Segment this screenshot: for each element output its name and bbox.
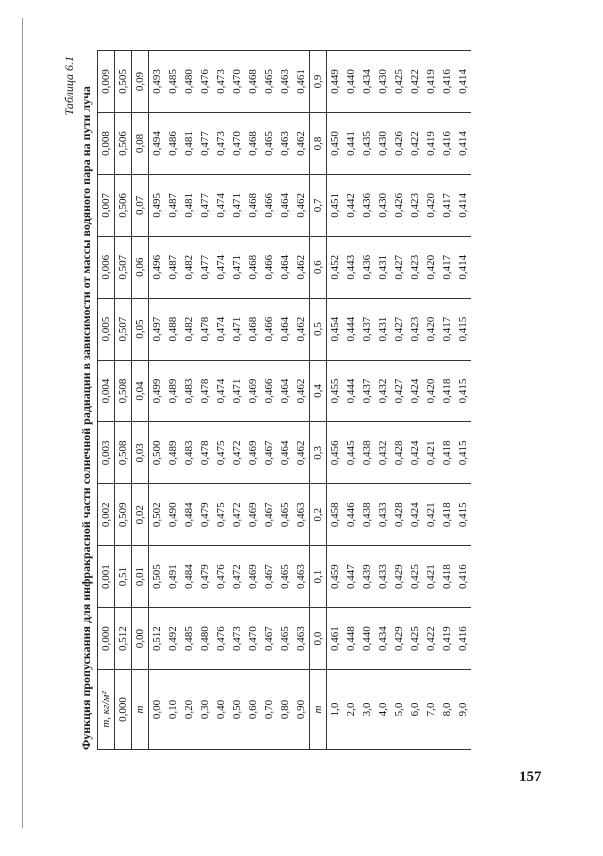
- table-cell: 0,477: [197, 236, 213, 298]
- table-cell: 0,463: [277, 112, 293, 174]
- table-cell: 0,489: [165, 360, 181, 422]
- row-label: 6,0: [407, 670, 423, 750]
- table-cell: 0,492: [165, 608, 181, 670]
- table-cell: 0,423: [407, 236, 423, 298]
- table-cell: 0,430: [375, 51, 391, 113]
- table-cell: 0,429: [391, 608, 407, 670]
- column-header: 0,06: [132, 236, 149, 298]
- row-label: 0,10: [165, 670, 181, 750]
- table-cell: 0,472: [229, 546, 245, 608]
- table-cell: 0,471: [229, 298, 245, 360]
- table-cell: 0,465: [277, 608, 293, 670]
- table-cell: 0,499: [149, 360, 166, 422]
- table-cell: 0,466: [261, 298, 277, 360]
- table-cell: 0,423: [407, 298, 423, 360]
- table-cell: 0,508: [115, 360, 132, 422]
- table-cell: 0,456: [327, 422, 344, 484]
- section-header-label: m: [132, 670, 149, 750]
- table-cell: 0,440: [343, 51, 359, 113]
- column-header: 0,001: [98, 546, 115, 608]
- row-label: 0,000: [115, 670, 132, 750]
- table-cell: 0,462: [293, 236, 310, 298]
- row-label: 0,60: [245, 670, 261, 750]
- table-cell: 0,431: [375, 298, 391, 360]
- table-cell: 0,468: [245, 51, 261, 113]
- table-cell: 0,469: [245, 360, 261, 422]
- section2-header-row: [310, 51, 327, 750]
- table-cell: 0,461: [293, 51, 310, 113]
- table-cell: 0,480: [181, 51, 197, 113]
- column-header: 0,9: [310, 51, 327, 113]
- row-label: 0,20: [181, 670, 197, 750]
- table-cell: 0,512: [115, 608, 132, 670]
- table-cell: 0,414: [455, 236, 471, 298]
- table-cell: 0,477: [197, 112, 213, 174]
- table-cell: 0,414: [455, 112, 471, 174]
- table-cell: 0,461: [327, 608, 344, 670]
- table-cell: 0,449: [327, 51, 344, 113]
- table-cell: 0,416: [455, 608, 471, 670]
- table-cell: 0,419: [423, 112, 439, 174]
- table-row: [261, 51, 277, 750]
- table-cell: 0,462: [293, 360, 310, 422]
- table-cell: 0,481: [181, 174, 197, 236]
- column-header: 0,1: [310, 546, 327, 608]
- row-label: 0,00: [149, 670, 166, 750]
- table-cell: 0,462: [293, 112, 310, 174]
- table-cell: 0,416: [455, 546, 471, 608]
- table-cell: 0,437: [359, 360, 375, 422]
- column-header: 0,003: [98, 422, 115, 484]
- table-cell: 0,472: [229, 422, 245, 484]
- table-cell: 0,508: [115, 422, 132, 484]
- table-cell: 0,507: [115, 236, 132, 298]
- table-cell: 0,465: [277, 546, 293, 608]
- table-cell: 0,424: [407, 484, 423, 546]
- table-row: [293, 51, 310, 750]
- table-cell: 0,429: [391, 546, 407, 608]
- table-cell: 0,490: [165, 484, 181, 546]
- table-cell: 0,476: [213, 546, 229, 608]
- table-cell: 0,463: [293, 546, 310, 608]
- table-row: [213, 51, 229, 750]
- table-cell: 0,464: [277, 360, 293, 422]
- table-cell: 0,485: [181, 608, 197, 670]
- section1-header-row: [132, 51, 149, 750]
- table-cell: 0,487: [165, 174, 181, 236]
- table-cell: 0,462: [293, 422, 310, 484]
- table-row: [407, 51, 423, 750]
- table-cell: 0,474: [213, 298, 229, 360]
- table-cell: 0,437: [359, 298, 375, 360]
- table-title: Функция пропускания для инфракрасной части солнечной радиации в зависимости от массы водяного пара на пути луча: [79, 86, 93, 750]
- table-cell: 0,478: [197, 422, 213, 484]
- table-cell: 0,418: [439, 546, 455, 608]
- table-cell: 0,443: [343, 236, 359, 298]
- table-cell: 0,464: [277, 174, 293, 236]
- table-cell: 0,420: [423, 236, 439, 298]
- table-cell: 0,469: [245, 546, 261, 608]
- table-row: [245, 51, 261, 750]
- table-cell: 0,500: [149, 422, 166, 484]
- table-cell: 0,421: [423, 546, 439, 608]
- table-row: [181, 51, 197, 750]
- column-header: 0,07: [132, 174, 149, 236]
- table-cell: 0,484: [181, 546, 197, 608]
- row-label: 5,0: [391, 670, 407, 750]
- table-row: [455, 51, 471, 750]
- column-header: 0,8: [310, 112, 327, 174]
- column-header: 0,02: [132, 484, 149, 546]
- row-label: 0,50: [229, 670, 245, 750]
- table-cell: 0,479: [197, 546, 213, 608]
- table-cell: 0,458: [327, 484, 344, 546]
- row-label: 0,40: [213, 670, 229, 750]
- table-cell: 0,475: [213, 484, 229, 546]
- table-cell: 0,452: [327, 236, 344, 298]
- table-cell: 0,475: [213, 422, 229, 484]
- table-cell: 0,418: [439, 484, 455, 546]
- table-cell: 0,505: [149, 546, 166, 608]
- table-cell: 0,444: [343, 360, 359, 422]
- table-cell: 0,472: [229, 484, 245, 546]
- table-cell: 0,497: [149, 298, 166, 360]
- row-label: 4,0: [375, 670, 391, 750]
- column-header: 0,007: [98, 174, 115, 236]
- column-header: 0,009: [98, 51, 115, 113]
- column-header: 0,002: [98, 484, 115, 546]
- table-cell: 0,436: [359, 174, 375, 236]
- column-header: 0,0: [310, 608, 327, 670]
- column-header: 0,08: [132, 112, 149, 174]
- table-cell: 0,474: [213, 236, 229, 298]
- table-row: [327, 51, 344, 750]
- table-row: [197, 51, 213, 750]
- table-label: Таблица 6.1: [62, 56, 76, 116]
- page-margin-line: [22, 18, 23, 828]
- table-cell: 0,428: [391, 484, 407, 546]
- table-header-row: [98, 51, 115, 750]
- row-label: 0,80: [277, 670, 293, 750]
- table-cell: 0,467: [261, 546, 277, 608]
- column-header: 0,004: [98, 360, 115, 422]
- table-cell: 0,478: [197, 360, 213, 422]
- table-cell: 0,465: [277, 484, 293, 546]
- column-header: 0,04: [132, 360, 149, 422]
- table-cell: 0,463: [293, 484, 310, 546]
- table-cell: 0,416: [439, 112, 455, 174]
- table-row: [391, 51, 407, 750]
- table-cell: 0,420: [423, 360, 439, 422]
- table-cell: 0,421: [423, 484, 439, 546]
- column-header: 0,7: [310, 174, 327, 236]
- table-row: [165, 51, 181, 750]
- table-cell: 0,422: [407, 112, 423, 174]
- row-label: 7,0: [423, 670, 439, 750]
- table-cell: 0,483: [181, 422, 197, 484]
- table-cell: 0,415: [455, 298, 471, 360]
- table-cell: 0,471: [229, 360, 245, 422]
- table-cell: 0,434: [375, 608, 391, 670]
- table-cell: 0,417: [439, 174, 455, 236]
- table-cell: 0,423: [407, 174, 423, 236]
- table-cell: 0,451: [327, 174, 344, 236]
- table-cell: 0,422: [423, 608, 439, 670]
- table-cell: 0,465: [261, 112, 277, 174]
- table-row: [115, 51, 132, 750]
- column-header: 0,05: [132, 298, 149, 360]
- table-cell: 0,434: [359, 51, 375, 113]
- table-cell: 0,476: [213, 608, 229, 670]
- table-cell: 0,479: [197, 484, 213, 546]
- column-header: 0,6: [310, 236, 327, 298]
- table-cell: 0,417: [439, 298, 455, 360]
- table-cell: 0,473: [213, 112, 229, 174]
- table-cell: 0,436: [359, 236, 375, 298]
- table-cell: 0,414: [455, 174, 471, 236]
- table-cell: 0,471: [229, 174, 245, 236]
- table-row: [423, 51, 439, 750]
- table-cell: 0,466: [261, 360, 277, 422]
- table-cell: 0,414: [455, 51, 471, 113]
- table-cell: 0,467: [261, 608, 277, 670]
- table-cell: 0,454: [327, 298, 344, 360]
- table-cell: 0,507: [115, 298, 132, 360]
- table-cell: 0,468: [245, 112, 261, 174]
- table-cell: 0,421: [423, 422, 439, 484]
- table-cell: 0,480: [197, 608, 213, 670]
- table-cell: 0,463: [277, 51, 293, 113]
- table-cell: 0,444: [343, 298, 359, 360]
- table-cell: 0,418: [439, 360, 455, 422]
- table-cell: 0,473: [229, 608, 245, 670]
- table-cell: 0,415: [455, 360, 471, 422]
- table-row: [149, 51, 166, 750]
- table-cell: 0,424: [407, 360, 423, 422]
- table-cell: 0,486: [165, 112, 181, 174]
- table-cell: 0,441: [343, 112, 359, 174]
- row-label: 0,30: [197, 670, 213, 750]
- table-cell: 0,418: [439, 422, 455, 484]
- column-header: 0,01: [132, 546, 149, 608]
- table-cell: 0,426: [391, 174, 407, 236]
- table-cell: 0,502: [149, 484, 166, 546]
- column-header: 0,2: [310, 484, 327, 546]
- table-cell: 0,494: [149, 112, 166, 174]
- table-cell: 0,415: [455, 484, 471, 546]
- table-cell: 0,462: [293, 174, 310, 236]
- table-row: [359, 51, 375, 750]
- column-header: 0,5: [310, 298, 327, 360]
- table-cell: 0,470: [229, 112, 245, 174]
- table-cell: 0,464: [277, 422, 293, 484]
- table-cell: 0,450: [327, 112, 344, 174]
- table-cell: 0,469: [245, 422, 261, 484]
- table-cell: 0,462: [293, 298, 310, 360]
- column-header: 0,09: [132, 51, 149, 113]
- table-cell: 0,427: [391, 298, 407, 360]
- table-header-label: m, кг/м²: [98, 670, 115, 750]
- table-row: [229, 51, 245, 750]
- table-cell: 0,422: [407, 51, 423, 113]
- table-cell: 0,471: [229, 236, 245, 298]
- table-cell: 0,478: [197, 298, 213, 360]
- rotated-table-block: [61, 50, 549, 750]
- table-cell: 0,446: [343, 484, 359, 546]
- table-cell: 0,433: [375, 546, 391, 608]
- table-cell: 0,506: [115, 112, 132, 174]
- table-cell: 0,442: [343, 174, 359, 236]
- row-label: 1,0: [327, 670, 344, 750]
- table-row: [343, 51, 359, 750]
- column-header: 0,4: [310, 360, 327, 422]
- table-cell: 0,512: [149, 608, 166, 670]
- column-header: 0,006: [98, 236, 115, 298]
- table-cell: 0,470: [229, 51, 245, 113]
- page-number: 157: [519, 769, 542, 785]
- table-cell: 0,496: [149, 236, 166, 298]
- table-cell: 0,469: [245, 484, 261, 546]
- table-cell: 0,427: [391, 236, 407, 298]
- table-cell: 0,477: [197, 174, 213, 236]
- table-cell: 0,464: [277, 298, 293, 360]
- table-cell: 0,445: [343, 422, 359, 484]
- table-cell: 0,491: [165, 546, 181, 608]
- column-header: 0,008: [98, 112, 115, 174]
- table-cell: 0,466: [261, 236, 277, 298]
- table-cell: 0,438: [359, 422, 375, 484]
- table-cell: 0,51: [115, 546, 132, 608]
- table-cell: 0,466: [261, 174, 277, 236]
- table-cell: 0,433: [375, 484, 391, 546]
- table-cell: 0,473: [213, 51, 229, 113]
- table-cell: 0,483: [181, 360, 197, 422]
- table-cell: 0,468: [245, 174, 261, 236]
- table-cell: 0,425: [407, 546, 423, 608]
- table-cell: 0,431: [375, 236, 391, 298]
- table-cell: 0,439: [359, 546, 375, 608]
- table-cell: 0,455: [327, 360, 344, 422]
- table-cell: 0,482: [181, 236, 197, 298]
- table-cell: 0,487: [165, 236, 181, 298]
- table-cell: 0,420: [423, 174, 439, 236]
- table-cell: 0,488: [165, 298, 181, 360]
- table-cell: 0,468: [245, 236, 261, 298]
- table-cell: 0,484: [181, 484, 197, 546]
- table-cell: 0,481: [181, 112, 197, 174]
- row-label: 2,0: [343, 670, 359, 750]
- table-row: [375, 51, 391, 750]
- table-cell: 0,476: [197, 51, 213, 113]
- table-cell: 0,489: [165, 422, 181, 484]
- transmission-table: [97, 50, 471, 750]
- table-row: [439, 51, 455, 750]
- table-cell: 0,448: [343, 608, 359, 670]
- table-cell: 0,430: [375, 174, 391, 236]
- table-cell: 0,417: [439, 236, 455, 298]
- table-cell: 0,464: [277, 236, 293, 298]
- row-label: 3,0: [359, 670, 375, 750]
- table-cell: 0,470: [245, 608, 261, 670]
- table-cell: 0,419: [439, 608, 455, 670]
- table-cell: 0,428: [391, 422, 407, 484]
- table-cell: 0,415: [455, 422, 471, 484]
- table-cell: 0,430: [375, 112, 391, 174]
- table-cell: 0,425: [391, 51, 407, 113]
- table-cell: 0,432: [375, 360, 391, 422]
- table-cell: 0,467: [261, 484, 277, 546]
- table-cell: 0,465: [261, 51, 277, 113]
- table-cell: 0,474: [213, 174, 229, 236]
- table-cell: 0,463: [293, 608, 310, 670]
- table-cell: 0,440: [359, 608, 375, 670]
- table-row: [277, 51, 293, 750]
- table-cell: 0,482: [181, 298, 197, 360]
- table-cell: 0,426: [391, 112, 407, 174]
- table-cell: 0,438: [359, 484, 375, 546]
- table-cell: 0,485: [165, 51, 181, 113]
- table-cell: 0,459: [327, 546, 344, 608]
- table-cell: 0,420: [423, 298, 439, 360]
- table-cell: 0,505: [115, 51, 132, 113]
- table-cell: 0,419: [423, 51, 439, 113]
- column-header: 0,3: [310, 422, 327, 484]
- table-cell: 0,424: [407, 422, 423, 484]
- table-cell: 0,495: [149, 174, 166, 236]
- row-label: 8,0: [439, 670, 455, 750]
- table-cell: 0,506: [115, 174, 132, 236]
- table-cell: 0,425: [407, 608, 423, 670]
- row-label: 9,0: [455, 670, 471, 750]
- column-header: 0,000: [98, 608, 115, 670]
- column-header: 0,00: [132, 608, 149, 670]
- row-label: 0,90: [293, 670, 310, 750]
- table-cell: 0,493: [149, 51, 166, 113]
- row-label: 0,70: [261, 670, 277, 750]
- section-header-label: m: [310, 670, 327, 750]
- table-cell: 0,467: [261, 422, 277, 484]
- table-cell: 0,447: [343, 546, 359, 608]
- table-cell: 0,468: [245, 298, 261, 360]
- table-cell: 0,509: [115, 484, 132, 546]
- table-cell: 0,416: [439, 51, 455, 113]
- table-cell: 0,435: [359, 112, 375, 174]
- column-header: 0,03: [132, 422, 149, 484]
- column-header: 0,005: [98, 298, 115, 360]
- table-cell: 0,432: [375, 422, 391, 484]
- table-cell: 0,427: [391, 360, 407, 422]
- table-cell: 0,474: [213, 360, 229, 422]
